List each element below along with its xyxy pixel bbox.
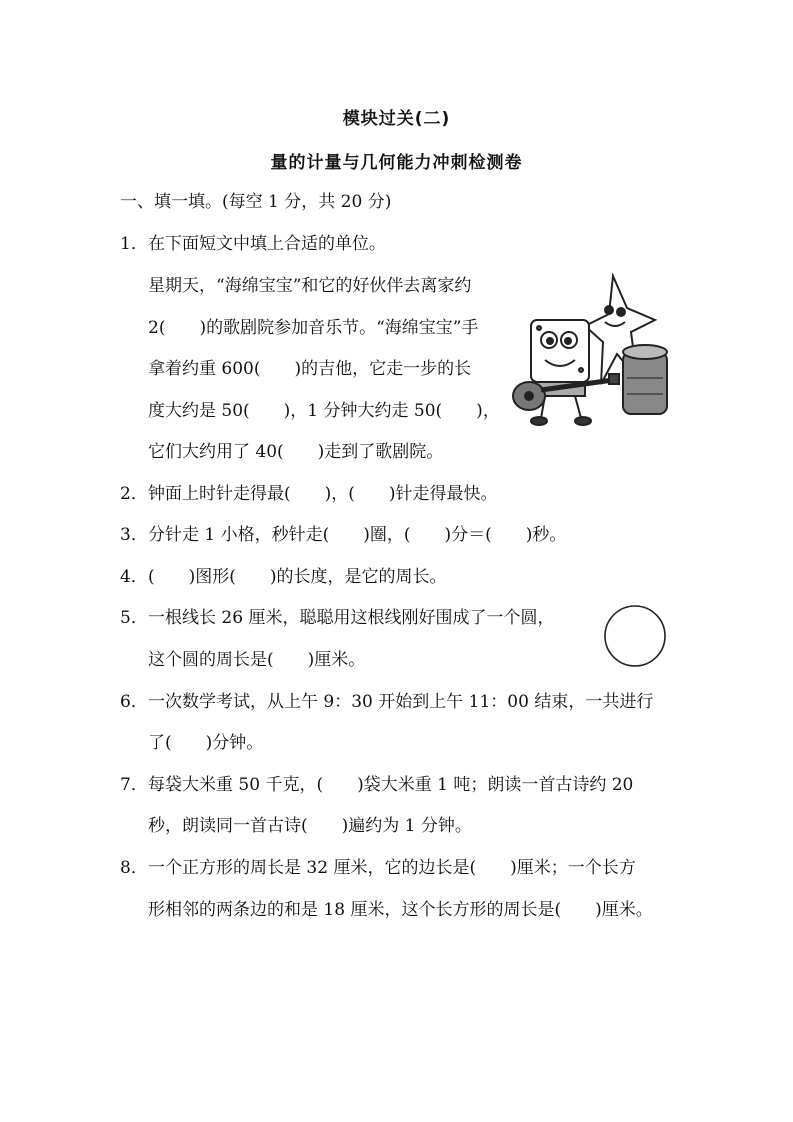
question-text: 它们大约用了 40( )走到了歌剧院。 (148, 442, 444, 462)
question-1 (120, 232, 386, 256)
question-number: 2． (120, 484, 148, 504)
question-text: 一根线长 26 厘米，聪聪用这根线刚好围成了一个圆， (148, 608, 555, 628)
question-text: 一个正方形的周长是 32 厘米，它的边长是( )厘米；一个长方 (148, 858, 636, 878)
question-text: 分针走 1 小格，秒针走( )圈，( )分＝( )秒。 (148, 525, 567, 545)
page-subtitle: 量的计量与几何能力冲刺检测卷 (270, 153, 523, 173)
question-text: 了( )分钟。 (148, 733, 264, 753)
question-number: 8． (120, 858, 148, 878)
question-text: 每袋大米重 50 千克，( )袋大米重 1 吨；朗读一首古诗约 20 (148, 775, 634, 795)
question-3 (120, 523, 566, 547)
question-text: 星期天，“海绵宝宝”和它的好伙伴去离家约 (148, 276, 472, 296)
question-number: 7． (120, 775, 148, 795)
section-heading: 一、填一填。(每空 1 分，共 20 分) (120, 192, 392, 212)
page-title: 模块过关(二) (342, 109, 451, 129)
question-number: 3． (120, 525, 148, 545)
question-text: 钟面上时针走得最( )，( )针走得最快。 (148, 484, 498, 504)
question-8 (120, 856, 636, 880)
question-2 (120, 482, 498, 506)
cartoon-illustration (505, 268, 685, 438)
circle-figure (602, 603, 668, 669)
sponge-figure (531, 320, 591, 425)
question-text: 在下面短文中填上合适的单位。 (148, 234, 386, 254)
question-text: 这个圆的周长是( )厘米。 (148, 650, 366, 670)
question-text: ( )图形( )的长度，是它的周长。 (148, 567, 447, 587)
question-text: 度大约是 50( )，1 分钟大约走 50( )， (148, 401, 500, 421)
question-6 (120, 690, 653, 714)
question-number: 6． (120, 692, 148, 712)
question-text: 一次数学考试，从上午 9：30 开始到上午 11：00 结束，一共进行 (148, 692, 654, 712)
jar-figure (623, 345, 667, 414)
question-text: 形相邻的两条边的和是 18 厘米，这个长方形的周长是( )厘米。 (148, 900, 653, 920)
question-7 (120, 773, 633, 797)
question-4 (120, 565, 447, 589)
question-number: 5． (120, 608, 148, 628)
question-number: 1． (120, 234, 148, 254)
question-text: 2( )的歌剧院参加音乐节。“海绵宝宝”手 (148, 318, 479, 338)
question-5 (120, 606, 554, 630)
question-number: 4． (120, 567, 148, 587)
question-text: 拿着约重 600( )的吉他，它走一步的长 (148, 359, 472, 379)
question-text: 秒，朗读同一首古诗( )遍约为 1 分钟。 (148, 816, 472, 836)
